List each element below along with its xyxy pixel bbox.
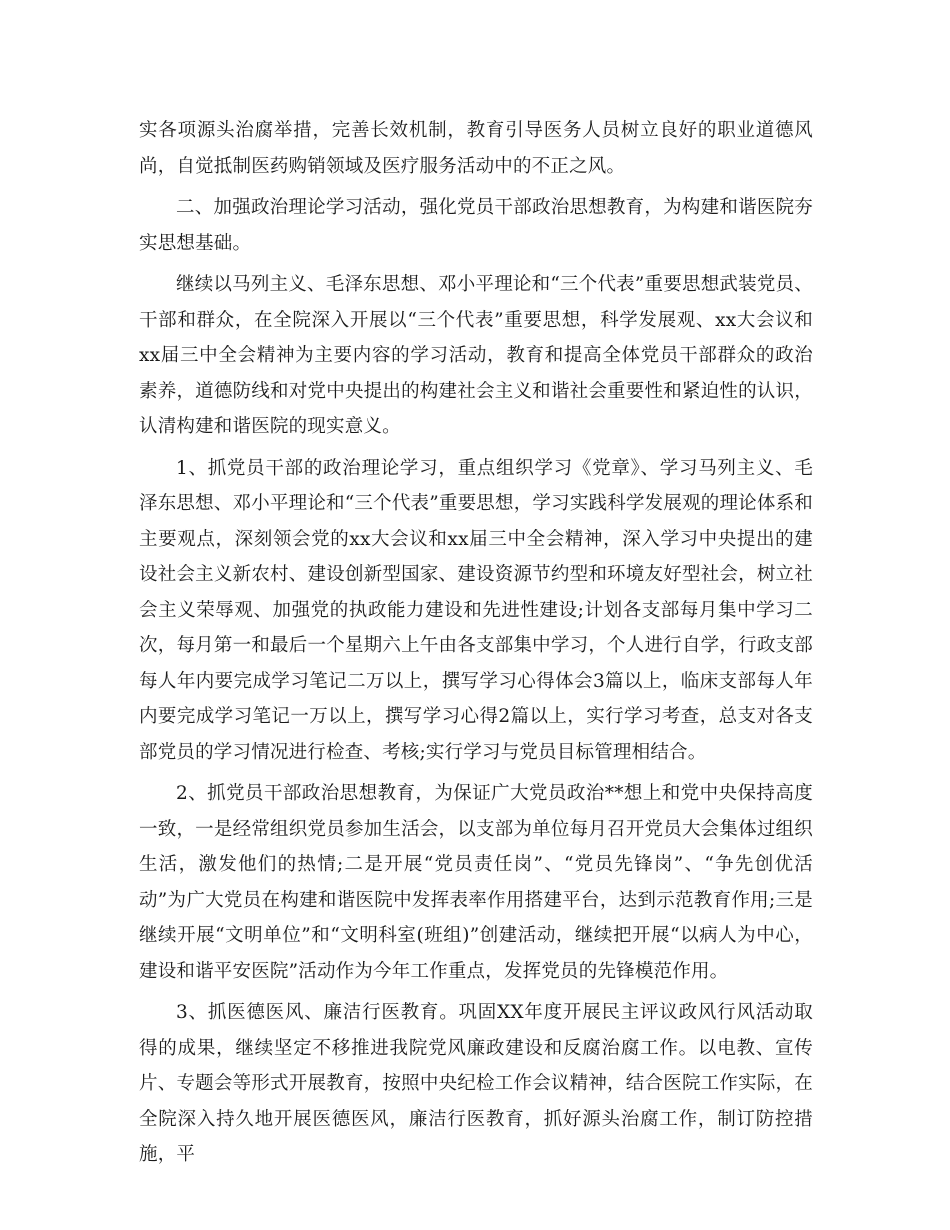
paragraph-item-1: 1、抓党员干部的政治理论学习，重点组织学习《党章》、学习马列主义、毛泽东思想、邓小平理论和“三个代表”重要思想，学习实践科学发展观的理论体系和主要观点，深刻领会党的xx大会议和xx届三中全会精神，深入学习中央提出的建设社会主义新农村、建设创新型国家、建设资源节约型和环境友好型社会，树立社会主义荣辱观、加强党的执政能力建设和先进性建设;计划各支部每月集中学习二次，每月第一和最后一个星期六上午由各支部集中学习，个人进行自学，行政支部每人年内要完成学习笔记二万以上，撰写学习心得体会3篇以上，临床支部每人年内要完成学习笔记一万以上，撰写学习心得2篇以上，实行学习考查，总支对各支部党员的学习情况进行检查、考核;实行学习与党员目标管理相结合。	[139, 457, 813, 763]
paragraph-item-2: 2、抓党员干部政治思想教育，为保证广大党员政治**想上和党中央保持高度一致，一是经常组织党员参加生活会，以支部为单位每月召开党员大会集体过组织生活，激发他们的热情;二是开展“党员责任岗”、“党员先锋岗”、“争先创优活动”为广大党员在构建和谐医院中发挥表率作用搭建平台，达到示范教育作用;三是继续开展“文明单位”和“文明科室(班组)”创建活动，继续把开展“以病人为中心，建设和谐平安医院”活动作为今年工作重点，发挥党员的先锋模范作用。	[139, 783, 813, 982]
section-heading-two: 二、加强政治理论学习活动，强化党员干部政治思想教育，为构建和谐医院夯实思想基础。	[139, 197, 813, 254]
paragraph-continuation: 实各项源头治腐举措，完善长效机制，教育引导医务人员树立良好的职业道德风尚，自觉抵制医药购销领域及医疗服务活动中的不正之风。	[139, 120, 813, 177]
document-body	[139, 113, 813, 1173]
paragraph-item-3: 3、抓医德医风、廉洁行医教育。巩固XX年度开展民主评议政风行风活动取得的成果，继续坚定不移推进我院党风廉政建设和反腐治腐工作。以电教、宣传片、专题会等形式开展教育，按照中央纪检工作会议精神，结合医院工作实际，在全院深入持久地开展医德医风，廉洁行医教育，抓好源头治腐工作，制订防控措施，平	[139, 1002, 813, 1165]
paragraph-theory-study: 继续以马列主义、毛泽东思想、邓小平理论和“三个代表”重要思想武装党员、干部和群众，在全院深入开展以“三个代表”重要思想，科学发展观、xx大会议和xx届三中全会精神为主要内容的学习活动，教育和提高全体党员干部群众的政治素养，道德防线和对党中央提出的构建社会主义和谐社会重要性和紧迫性的认识，认清构建和谐医院的现实意义。	[139, 274, 813, 437]
